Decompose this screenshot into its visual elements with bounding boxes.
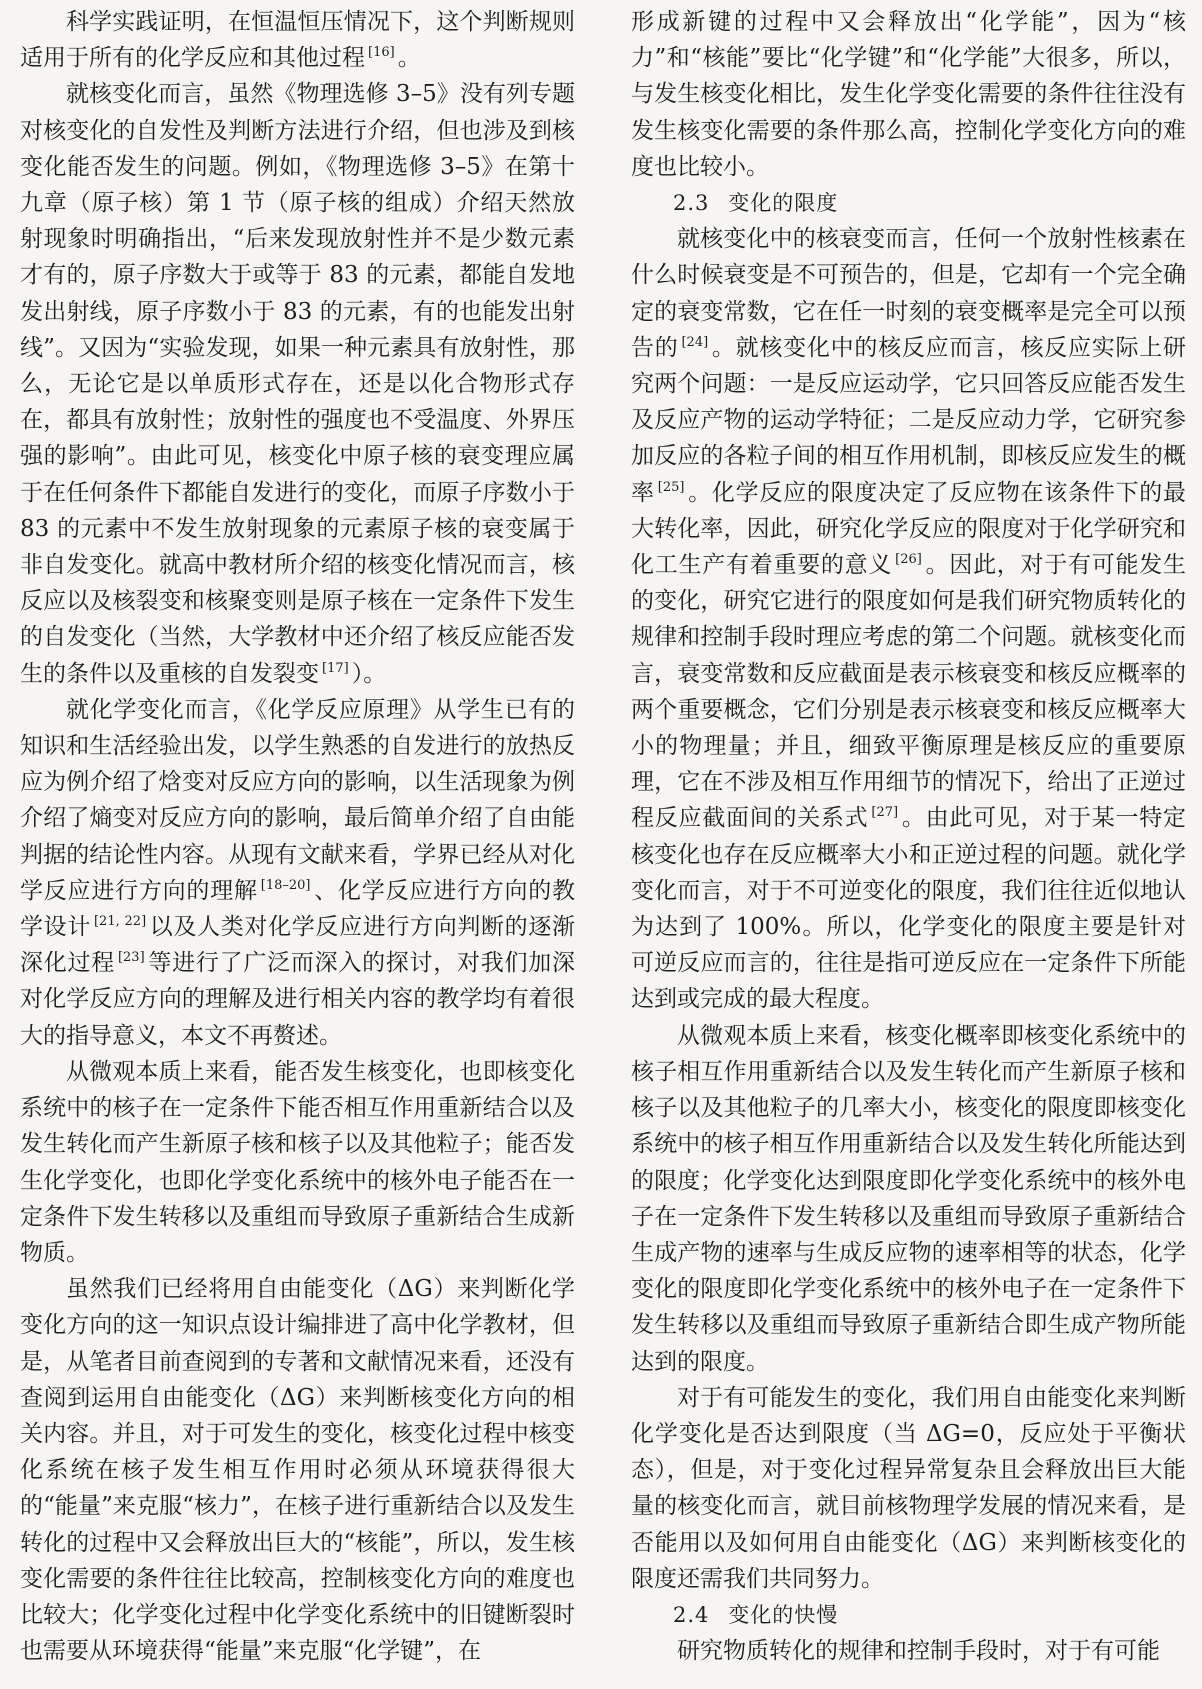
paragraph — [20, 4, 575, 76]
paragraph: 虽然我们已经将用自由能变化（ΔG）来判断化学变化方向的这一知识点设计编排进了高中化学教材，但是，从笔者目前查阅到的专著和文献情况来看，还没有查阅到运用自由能变化（ΔG）来判断核变化方向的相关内容。并且，对于可发生的变化，核变化过程中核变化系统在核子发生相互作用时必须从环境获得很大的“能量”来克服“核力”，在核子进行重新结合以及发生转化的过程中又会释放出巨大的“核能”，所以，发生核变化需要的条件往往比较高，控制核变化方向的难度也比较大；化学变化过程中化学变化系统中的旧键断裂时也需要从环境获得“能量”来克服“化学键”，在 — [20, 1276, 575, 1665]
paragraph-continued: 形成新键的过程中又会释放出“化学能”，因为“核力”和“核能”要比“化学键”和“化学能”大很多，所以，与发生核变化相比，发生化学变化需要的条件往往没有发生核变化需要的条件那么高，控制化学变化方向的难度也比较小。 — [631, 9, 1186, 180]
paragraph — [20, 76, 575, 691]
section-title: 变化的限度 — [728, 191, 839, 216]
paragraph: 研究物质转化的规律和控制手段时，对于有可能 — [677, 1638, 1160, 1665]
paragraph-text: 科学实践证明，在恒温恒压情况下，这个判断规则适用于所有的化学反应和其他过程 — [20, 9, 575, 72]
paragraph — [20, 692, 575, 1054]
paragraph-text: 就核变化而言，虽然《物理选修 3–5》没有列专题对核变化的自发性及判断方法进行介绍，但也涉及到核变化能否发生的问题。例如，《物理选修 3–5》在第十九章（原子核）第 1 节（原子核的组成）介绍天然放射现象时明确指出，“后来发现放射性并不是少数元素才有的，原子序数大于或等于 83 的元素，都能自发地发出射线，原子序数小于 83 的元素，有的也能发出射线”。又因为“实验发现，如果一种元素具有放射性，那么，无论它是以单质形式存在，还是以化合物形式存在，都具有放射性；放射性的强度也不受温度、外界压强的影响”。由此可见，核变化中原子核的衰变理应属于在任何条件下都能自发进行的变化，而原子序数小于 83 的元素中不发生放射现象的元素原子核的衰变属于非自发变化。就高中教材所介绍的核变化情况而言，核反应以及核裂变和核聚变则是原子核在一定条件下发生的自发变化（当然，大学教材中还介绍了核反应能否发生的条件以及重核的自发裂变 — [20, 81, 575, 687]
paragraph-text: 以及人类对化学反应进行方向判断的逐渐深化过程 — [20, 914, 575, 977]
citation: [26] — [895, 552, 922, 568]
paragraph-text: 。 — [397, 45, 421, 72]
paragraph-text: 。就核变化中的核反应而言，核反应实际上研究两个问题：一是反应运动学，它只回答反应能否发生及反应产物的运动学特征；二是反应动力学，它研究参加反应的各粒子间的相互作用机制，即核反应发生的概率 — [631, 334, 1186, 506]
section-title: 变化的快慢 — [728, 1602, 839, 1627]
paragraph — [631, 221, 1186, 1017]
paragraph-text: 、化学反应进行方向的教学设计 — [20, 877, 575, 941]
section-number: 2.3 — [673, 191, 710, 216]
citation: [24] — [681, 334, 709, 350]
paragraph: 对于有可能发生的变化，我们用自由能变化来判断化学变化是否达到限度（当 ΔG=0，反应处于平衡状态），但是，对于变化过程异常复杂且会释放出巨大能量的核变化而言，就目前核物理学发展的情况来看，是否能用以及如何用自由能变化（ΔG）来判断核变化的限度还需我们共同努力。 — [631, 1384, 1186, 1592]
paragraph: 从微观本质上来看，核变化概率即核变化系统中的核子相互作用重新结合以及发生转化而产生新原子核和核子以及其他粒子的几率大小，核变化的限度即核变化系统中的核子相互作用重新结合以及发生转化所能达到的限度；化学变化达到限度即化学变化系统中的核外电子在一定条件下发生转移以及重组而导致原子重新结合生成产物的速率与生成反应物的速率相等的状态，化学变化的限度即化学变化系统中的核外电子在一定条件下发生转移以及重组而导致原子重新结合即生成产物所能达到的限度。 — [631, 1022, 1186, 1375]
paragraph-text: ）。 — [351, 660, 387, 687]
citation: [21, 22] — [93, 914, 147, 930]
paragraph: 从微观本质上来看，能否发生核变化，也即核变化系统中的核子在一定条件下能否相互作用重新结合以及发生转化而产生新原子核和核子以及其他粒子；能否发生化学变化，也即化学变化系统中的核外电子能否在一定条件下发生转移以及重组而导致原子重新结合生成新物质。 — [20, 1058, 575, 1266]
citation: [25] — [657, 479, 685, 495]
citation: [17] — [322, 660, 349, 676]
citation: [18–20] — [260, 877, 311, 893]
section-heading-2-3 — [631, 185, 1186, 221]
paragraph-text: 就核变化中的核衰变而言，任何一个放射性核素在什么时候衰变是不可预告的，但是，它却有一个完全确定的衰变常数，它在任一时刻的衰变概率是完全可以预告的 — [631, 226, 1186, 361]
section-heading-2-4 — [631, 1597, 1186, 1633]
section-number: 2.4 — [673, 1602, 710, 1627]
paragraph-text: 等进行了广泛而深入的探讨，对我们加深对化学反应方向的理解及进行相关内容的教学均有着很大的指导意义，本文不再赘述。 — [20, 950, 575, 1049]
paragraph-text: 。因此，对于有可能发生的变化，研究它进行的限度如何是我们研究物质转化的规律和控制手段时理应考虑的第二个问题。就核变化而言，衰变常数和反应截面是表示核衰变和核反应概率的两个重要概念，它们分别是表示核衰变和核反应概率大小的物理量；并且，细致平衡原理是核反应的重要原理，它在不涉及相互作用细节的情况下，给出了正逆过程反应截面间的关系式 — [631, 552, 1186, 832]
right-column — [631, 4, 1186, 1689]
citation: [23] — [117, 950, 145, 966]
paragraph-text: 。化学反应的限度决定了反应物在该条件下的最大转化率，因此，研究化学反应的限度对于化学研究和化工生产有着重要的意义 — [631, 479, 1186, 579]
left-column — [20, 4, 575, 1689]
paragraph-text: 。由此可见，对于某一特定核变化也存在反应概率大小和正逆过程的问题。就化学变化而言，对于不可逆变化的限度，我们往往近似地认为达到了 100%。所以，化学变化的限度主要是针对可逆反应而言的，往往是指可逆反应在一定条件下所能达到或完成的最大程度。 — [631, 805, 1186, 1013]
citation: [27] — [871, 805, 899, 821]
citation: [16] — [368, 45, 395, 61]
paragraph-text: 就化学变化而言，《化学反应原理》从学生已有的知识和生活经验出发，以学生熟悉的自发进行的放热反应为例介绍了焓变对反应方向的影响，以生活现象为例介绍了熵变对反应方向的影响，最后简单介绍了自由能判据的结论性内容。从现有文献来看，学界已经从对化学反应进行方向的理解 — [20, 696, 575, 904]
